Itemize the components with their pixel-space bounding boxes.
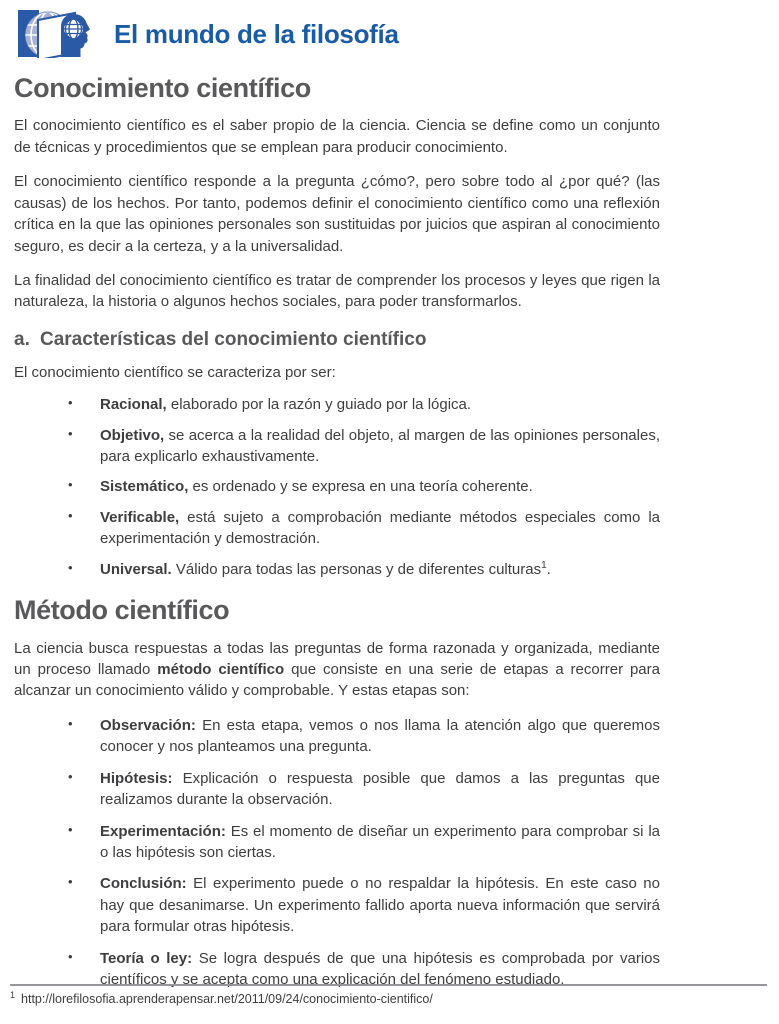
characteristics-list xyxy=(14,394,660,580)
subsection-title-text: Características del conocimiento científico xyxy=(40,328,427,350)
paragraph: El conocimiento científico responde a la pregunta ¿cómo?, pero sobre todo al ¿por qué? (las causas) de los hechos. Por tanto, podemos definir el conocimiento científico como una reflexión crítica en la que las opiniones personales son sustituidas por juicios que aspiran al conocimiento seguro, es decir a la certeza, y a la universalidad. xyxy=(14,173,660,255)
method-steps-list xyxy=(14,715,660,991)
list-term: Sistemático, xyxy=(100,478,189,496)
list-item xyxy=(14,425,660,468)
footnote-reference: 1 xyxy=(541,559,547,571)
list-text: En esta etapa, vemos o nos llama la atención algo que queremos conocer y nos planteamos una pregunta. xyxy=(100,716,660,756)
list-term: Hipótesis: xyxy=(100,769,173,787)
paragraph-text: La ciencia busca respuestas a todas las preguntas de forma razonada y organizada, mediante un proceso llamado xyxy=(14,639,660,678)
section-title-metodo: Método científico xyxy=(14,595,230,626)
bullet-icon: • xyxy=(68,768,73,784)
list-text: Explicación o respuesta posible que damos a las preguntas que realizamos durante la observación. xyxy=(100,769,660,809)
bullet-icon: • xyxy=(68,559,73,575)
paragraph: El conocimiento científico es el saber propio de la ciencia. Ciencia se define como un conjunto de técnicas y procedimientos que se emplean para producir conocimiento. xyxy=(14,117,660,156)
brand-title: El mundo de la filosofía xyxy=(114,18,399,49)
philosophy-world-logo-icon xyxy=(18,10,96,58)
list-term: Observación: xyxy=(100,716,196,734)
list-term: Teoría o ley: xyxy=(100,949,193,967)
list-term: Universal. xyxy=(100,560,172,578)
list-item xyxy=(14,394,660,415)
footnote-url: http://lorefilosofia.aprenderapensar.net/2011/09/24/conocimiento-cientifico/ xyxy=(21,992,433,1006)
list-item xyxy=(14,768,660,811)
footnote-number: 1 xyxy=(10,989,16,1000)
bullet-icon: • xyxy=(68,395,73,411)
paragraph: La finalidad del conocimiento científico es tratar de comprender los procesos y leyes que rigen la naturaleza, la historia o algunos hechos sociales, para poder transformarlos. xyxy=(14,272,660,311)
list-item xyxy=(14,507,660,550)
subsection-label: a. xyxy=(14,328,30,350)
bullet-icon: • xyxy=(68,874,73,890)
bullet-icon: • xyxy=(68,715,73,731)
footnote xyxy=(10,984,767,1006)
subsection-title-caracteristicas xyxy=(14,328,660,352)
list-term: Experimentación: xyxy=(100,822,226,840)
bullet-icon: • xyxy=(68,821,73,837)
bullet-icon: • xyxy=(68,948,73,964)
list-term: Objetivo, xyxy=(100,426,165,444)
paragraph-text: que consiste en una serie de etapas a recorrer para alcanzar un conocimiento válido y comprobable. Y estas etapas son: xyxy=(14,660,660,700)
list-item xyxy=(14,715,660,758)
list-item xyxy=(14,873,660,937)
inline-bold-term: método científico xyxy=(157,660,285,678)
list-text: se acerca a la realidad del objeto, al margen de las opiniones personales, para explicarlo exhaustivamente. xyxy=(100,426,660,465)
list-text: Válido para todas las personas y de diferentes culturas xyxy=(171,560,542,578)
list-text-after: . xyxy=(546,560,551,578)
list-item xyxy=(14,476,660,497)
list-term: Racional, xyxy=(100,396,167,414)
list-term: Conclusión: xyxy=(100,875,187,893)
main-content xyxy=(14,58,660,1024)
list-term: Verificable, xyxy=(100,508,180,526)
list-text: El experimento puede o no respaldar la hipótesis. En este caso no hay que desanimarse. Un experimento fallido aporta nueva información que servirá para formular otras hipótesis. xyxy=(100,875,660,936)
list-text: Se logra después de que una hipótesis es comprobada por varios científicos y se acepta como una explicación del fenómeno estudiado. xyxy=(100,949,660,989)
bullet-icon: • xyxy=(68,507,73,523)
list-text: Es el momento de diseñar un experimento para comprobar si la o las hipótesis son ciertas. xyxy=(100,822,660,862)
page-header xyxy=(18,10,779,58)
list-text: es ordenado y se expresa en una teoría coherente. xyxy=(188,478,533,496)
list-item xyxy=(14,821,660,864)
list-text: está sujeto a comprobación mediante métodos especiales como la experimentación y demostración. xyxy=(100,508,660,548)
paragraph xyxy=(14,638,660,702)
section-title-conocimiento: Conocimiento científico xyxy=(14,73,311,103)
list-intro: El conocimiento científico se caracteriza por ser: xyxy=(14,363,336,381)
list-text: elaborado por la razón y guiado por la lógica. xyxy=(166,396,472,414)
list-item xyxy=(14,559,660,580)
bullet-icon: • xyxy=(68,477,73,493)
bullet-icon: • xyxy=(68,425,73,441)
